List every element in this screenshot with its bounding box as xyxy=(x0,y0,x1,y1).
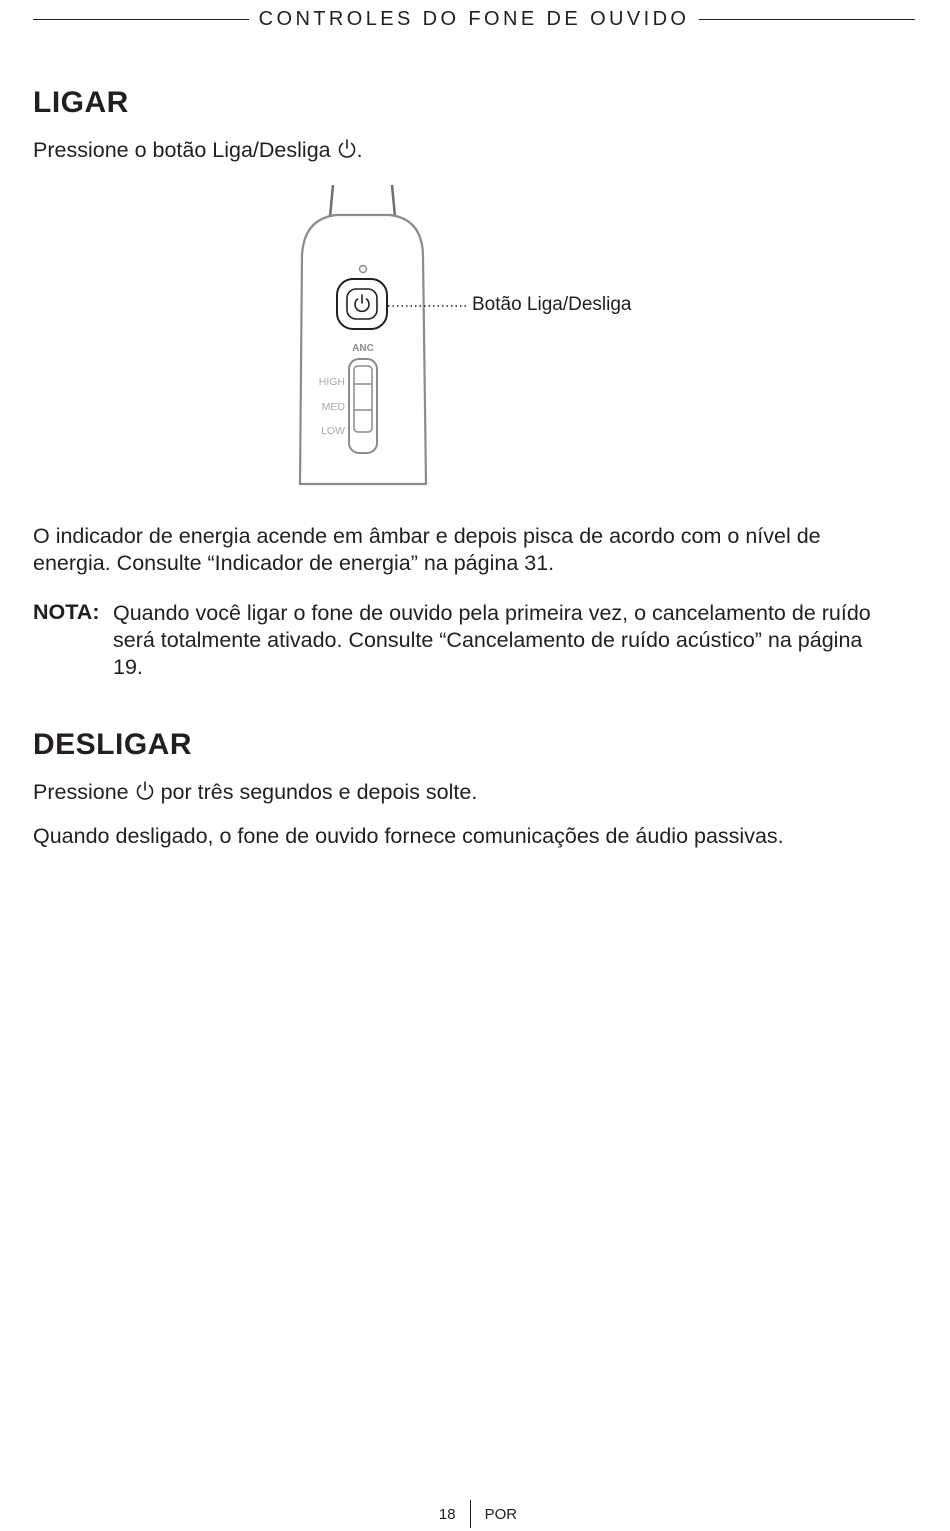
header-rule-right xyxy=(699,19,915,20)
anc-label: ANC xyxy=(352,343,374,354)
indicator-paragraph: O indicador de energia acende em âmbar e depois pisca de acordo com o nível de energia. Consulte “Indicador de energia” na página 31. xyxy=(33,524,821,575)
page-footer xyxy=(0,1500,950,1528)
power-icon xyxy=(337,138,357,160)
instruction-ligar-period: . xyxy=(356,138,363,162)
power-icon xyxy=(135,780,155,802)
note-label: NOTA: xyxy=(33,600,100,624)
level-high-label: HIGH xyxy=(318,376,345,388)
power-button-callout: Botão Liga/Desliga xyxy=(472,294,632,315)
headset-control-figure xyxy=(296,183,656,489)
instruction-desligar-before: Pressione xyxy=(33,780,129,804)
heading-desligar: DESLIGAR xyxy=(33,728,193,761)
language-code: POR xyxy=(484,1505,518,1523)
header-title: CONTROLES DO FONE DE OUVIDO xyxy=(258,8,690,30)
instruction-desligar-after: por três segundos e depois solte. xyxy=(160,780,478,804)
instruction-ligar-text: Pressione o botão Liga/Desliga xyxy=(33,138,331,162)
level-med-label: MED xyxy=(321,401,345,413)
note-text: Quando você ligar o fone de ouvido pela primeira vez, o cancelamento de ruído será totalmente ativado. Consulte “Cancelamento de ruído acústico” na página 19. xyxy=(113,601,871,679)
footer-divider xyxy=(470,1500,471,1528)
level-low-label: LOW xyxy=(321,425,345,437)
passive-audio-paragraph: Quando desligado, o fone de ouvido fornece comunicações de áudio passivas. xyxy=(33,824,784,848)
instruction-ligar xyxy=(33,137,363,164)
heading-ligar: LIGAR xyxy=(33,86,129,119)
page-number: 18 xyxy=(438,1505,456,1523)
instruction-desligar xyxy=(33,779,477,806)
header-rule-left xyxy=(33,19,249,20)
page-header xyxy=(33,8,915,31)
